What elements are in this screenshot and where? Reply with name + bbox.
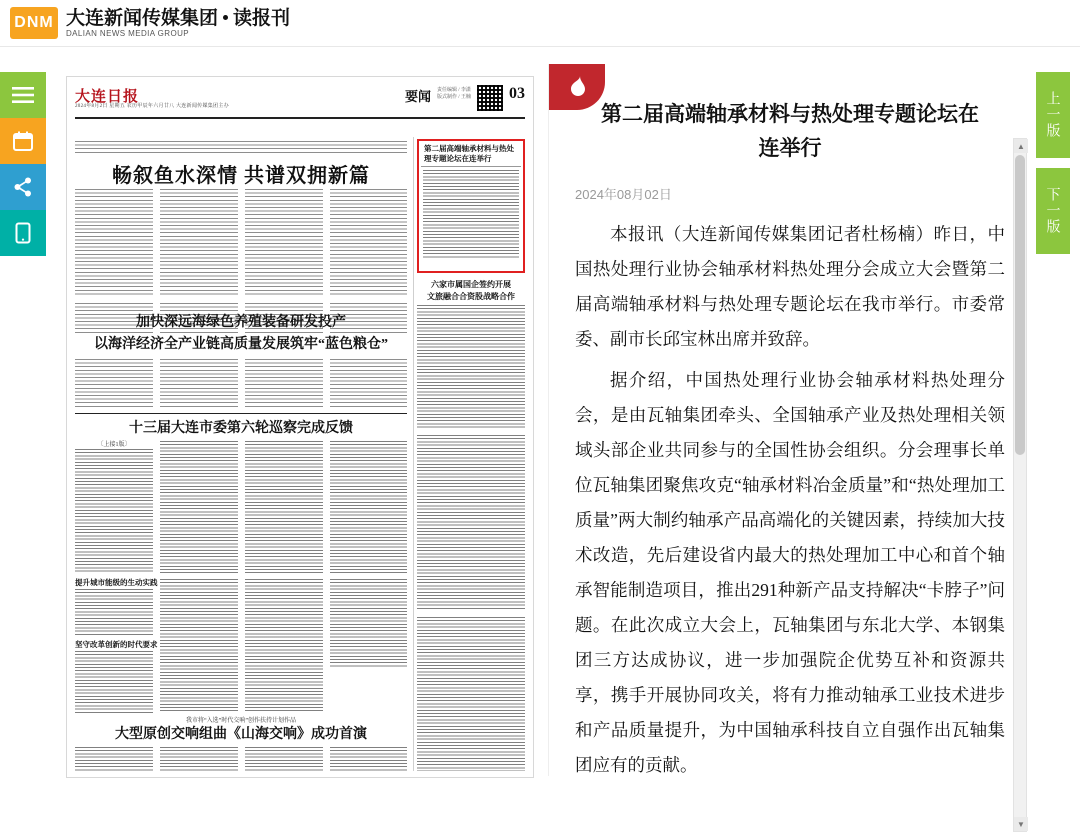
paper-date-line: 2024年8月2日 星期五 农历甲辰年六月廿八 大连新闻传媒集团主办 <box>75 104 229 109</box>
paper-text-block <box>245 441 323 573</box>
paper-text-block <box>75 141 407 155</box>
paper-headline-1[interactable]: 畅叙鱼水深情 共谱双拥新篇 <box>112 165 370 187</box>
editor-line-1: 责任编辑 / 李潇 <box>437 88 471 93</box>
paper-subhead-a[interactable]: 提升城市能级的生动实践 <box>75 578 158 587</box>
paper-text-block <box>75 747 153 771</box>
paper-text-block <box>417 617 525 771</box>
paper-text-block <box>75 449 153 573</box>
paper-text-block <box>417 435 525 611</box>
brand-title-row <box>66 8 290 29</box>
brand-title-left: 大连新闻传媒集团 <box>66 7 219 29</box>
paper-masthead <box>75 83 525 119</box>
paper-text-block <box>330 747 407 771</box>
prev-page-button[interactable]: 上一版 <box>1036 72 1070 158</box>
paper-name: 大连日报 <box>75 89 140 105</box>
paper-text-block <box>330 441 407 573</box>
paper-col3-headline-2[interactable]: 文旅融合合资股战略合作 <box>427 292 515 301</box>
brand-title-right: 读报刊 <box>233 7 291 29</box>
qr-code-icon[interactable] <box>477 85 503 111</box>
paper-text-block <box>160 359 238 407</box>
section-label: 要闻 <box>404 89 431 104</box>
paper-column-divider <box>413 137 414 771</box>
scroll-down-icon[interactable]: ▼ <box>1014 817 1028 831</box>
paper-subhead-b[interactable]: 坚守改革创新的时代要求 <box>75 640 158 649</box>
paper-text-block <box>160 579 238 713</box>
paper-text-block <box>160 441 238 573</box>
paper-headline-2-line1[interactable]: 加快深远海绿色养殖装备研发投产 <box>136 315 346 330</box>
selected-article-box[interactable] <box>417 139 525 273</box>
scroll-up-icon[interactable]: ▲ <box>1014 139 1028 153</box>
editor-line-2: 版式制作 / 王楠 <box>437 95 471 100</box>
page-nav-buttons <box>1036 72 1070 254</box>
calendar-icon[interactable] <box>0 118 46 164</box>
scroll-thumb[interactable] <box>1015 155 1025 455</box>
paper-text-block <box>330 579 407 667</box>
paper-text-block <box>75 589 153 635</box>
article-date: 2024年08月02日 <box>575 187 672 202</box>
paper-text-block <box>160 189 238 297</box>
paper-kicker-4: 我市将“入选”时代交响”创作扶持计划作品 <box>186 718 296 724</box>
article-title: 第二届高端轴承材料与热处理专题论坛在连举行 <box>601 103 979 160</box>
next-page-button[interactable]: 下一版 <box>1036 168 1070 254</box>
newspaper-page[interactable] <box>66 76 534 778</box>
paper-col3-headline-1[interactable]: 六家市属国企签约开展 <box>431 280 511 289</box>
paper-text-block <box>423 170 519 258</box>
paper-text-block <box>75 359 153 407</box>
paper-text-block <box>75 189 153 297</box>
article-paragraph: 据介绍，中国热处理行业协会轴承材料热处理分会，是由瓦轴集团牵头、全国轴承产业及热处理相关领域头部企业共同参与的全国性协会组织。分会理事长单位瓦轴集团聚焦攻克“轴承材料冶金质量”和“热处理加工质量”两大制约轴承产品高端化的关键因素，持续加大技术改造，先后建设省内最大的热处理加工中心和首个轴承智能制造项目，推出291种新产品支持解决“卡脖子”问题。在此次成立大会上，瓦轴集团与东北大学、本钢集团三方达成协议，进一步加强院企优势互补和资源共享，携手开展协同攻关，将有力推动轴承工业技术进步和产品质量提升，为中国轴承科技自立自强作出瓦轴集团应有的贡献。 <box>575 370 1005 775</box>
paper-text-block <box>75 651 153 713</box>
paper-text-block <box>417 305 525 429</box>
paper-text-block <box>245 189 323 297</box>
editor-meta <box>437 87 471 101</box>
article-scrollbar[interactable] <box>1013 138 1027 832</box>
paper-headline-4[interactable]: 大型原创交响组曲《山海交响》成功首演 <box>115 727 367 742</box>
paper-headline-3[interactable]: 十三届大连市委第六轮巡察完成反馈 <box>129 421 353 436</box>
paper-text-block <box>330 189 407 297</box>
share-icon[interactable] <box>0 164 46 210</box>
logo-icon[interactable]: DNM <box>10 7 58 39</box>
article-paragraph: 本报讯（大连新闻传媒集团记者杜杨楠）昨日，中国热处理行业协会轴承材料热处理分会成立大会暨第二届高端轴承材料与热处理专题论坛在我市举行。市委常委、副市长邱宝林出席并致辞。 <box>575 224 1005 349</box>
brand-block <box>66 8 290 39</box>
paper-text-block <box>330 359 407 407</box>
paper-text-block <box>245 579 323 713</box>
selected-article-title[interactable]: 第二届高端轴承材料与热处理专题论坛在连举行 <box>421 141 521 167</box>
page-number: 03 <box>509 85 525 102</box>
left-toolbar <box>0 72 46 256</box>
masthead-right-block <box>405 83 525 111</box>
menu-icon[interactable] <box>0 72 46 118</box>
paper-divider <box>75 413 407 414</box>
brand-separator-dot <box>223 15 228 20</box>
brand-subtitle: DALIAN NEWS MEDIA GROUP <box>66 28 189 38</box>
article-body <box>575 217 1005 783</box>
paper-headline-2-line2[interactable]: 以海洋经济全产业链高质量发展筑牢“蓝色粮仓” <box>94 337 388 352</box>
article-pane <box>548 64 1031 829</box>
mobile-icon[interactable] <box>0 210 46 256</box>
paper-body <box>75 123 525 773</box>
paper-kicker-3: 〔上接1版〕 <box>97 442 131 448</box>
paper-text-block <box>245 747 323 771</box>
paper-text-block <box>245 359 323 407</box>
paper-text-block <box>160 747 238 771</box>
app-header <box>0 0 1080 47</box>
